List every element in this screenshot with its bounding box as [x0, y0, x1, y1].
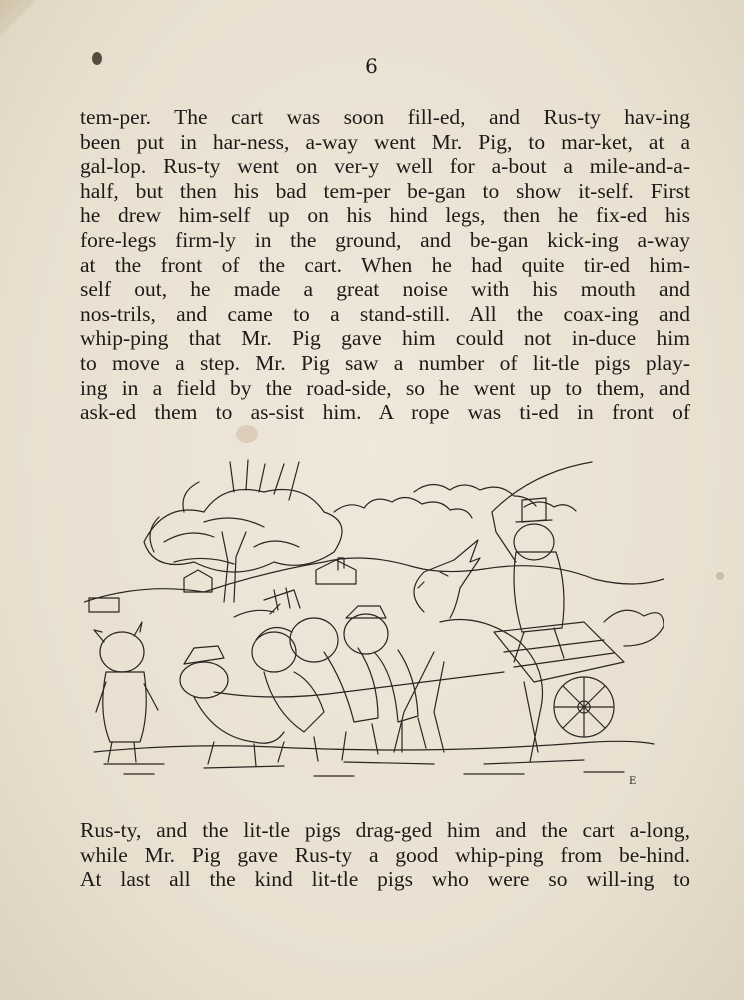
engraver-mark: E — [629, 776, 637, 787]
engraving-illustration — [84, 452, 664, 797]
standing-pig-figure — [94, 622, 158, 762]
cart-drawing — [494, 610, 664, 737]
text-line: been put in har-ness, a-way went Mr. Pig, to mar-ket, at a — [80, 129, 690, 154]
text-line: tem-per. The cart was soon fill-ed, and Rus-ty hav-ing — [80, 105, 690, 129]
text-line: nos-trils, and came to a stand-still. All the coax-ing and — [80, 301, 690, 326]
text-line: while Mr. Pig gave Rus-ty a good whip-ping from be-hind. — [80, 842, 690, 867]
tow-rope — [214, 672, 504, 697]
text-line: ask-ed them to as-sist him. A rope was ti-ed in front of — [80, 400, 690, 425]
text-line: ing in a field by the road-side, so he went up to them, and — [80, 375, 690, 400]
tree-drawing — [144, 460, 342, 602]
bottom-paragraph — [80, 818, 690, 892]
folded-corner — [0, 0, 40, 40]
cloud-lines — [334, 484, 576, 518]
text-line: self out, he made a great noise with his mouth and — [80, 277, 690, 302]
foxing-spot — [236, 425, 258, 443]
text-line: At last all the kind lit-tle pigs who were so will-ing to — [80, 867, 690, 892]
text-line: at the front of the cart. When he had quite tir-ed him- — [80, 252, 690, 277]
text-line: Rus-ty, and the lit-tle pigs drag-ged him and the cart a-long, — [80, 818, 690, 842]
top-paragraph — [80, 105, 690, 425]
text-line: whip-ping that Mr. Pig gave him could not in-duce him — [80, 326, 690, 351]
donkey-figure — [394, 540, 543, 762]
ground-hatching — [94, 741, 654, 776]
background-landscape — [84, 558, 664, 617]
foxing-spot — [716, 572, 724, 580]
text-line: half, but then his bad tem-per be-gan to show it-self. First — [80, 178, 690, 203]
text-line: gal-lop. Rus-ty went on ver-y well for a-bout a mile-and-a- — [80, 154, 690, 179]
page-number: 6 — [365, 54, 379, 78]
text-line: fore-legs firm-ly in the ground, and be-gan kick-ing a-way — [80, 227, 690, 252]
mr-pig-driver-figure — [492, 462, 592, 662]
text-line: he drew him-self up on his hind legs, then he fix-ed his — [80, 203, 690, 228]
text-line: to move a step. Mr. Pig saw a number of lit-tle pigs play- — [80, 350, 690, 375]
